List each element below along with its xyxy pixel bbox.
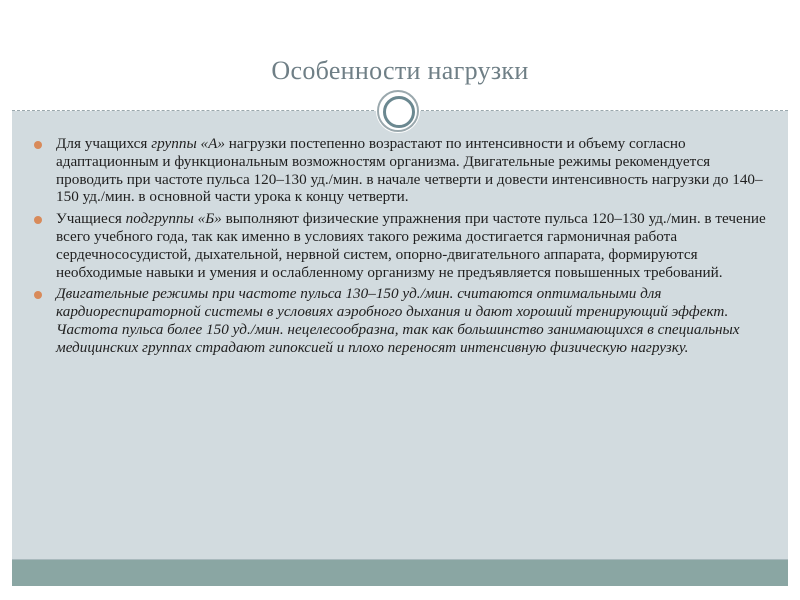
bullet-2-text-pre: Учащиеся	[56, 210, 126, 228]
bullet-dot-icon	[34, 216, 42, 224]
bullet-dot-icon	[34, 291, 42, 299]
bullet-2-text-post: выполняют физические упражнения при частоте пульса 120–130 уд./мин. в течение всего учебного года, так как именно в условиях такого режима достигается гармоничная работа сердечнососудистой, дыхательной, нервной систем, опорно-двигательного аппарата, формируются необходимые навыки и умения и ослабленному организму не предъявляется повышенных требований.	[56, 210, 766, 281]
bullet-list	[34, 135, 769, 361]
bullet-item-2	[34, 210, 769, 281]
bullet-3-text: Двигательные режимы при частоте пульса 130–150 уд./мин. считаются оптимальными для кардиореспираторной системы в условиях аэробного дыхания и дают хороший тренирующий эффект. Частота пульса более 150 уд./мин. нецелесообразна, так как большинство занимающихся в специальных медицинских группах страдают гипоксией и плохо переносят интенсивную физическую нагрузку.	[56, 285, 740, 356]
bullet-1-text-emphasis: группы «А»	[151, 135, 225, 152]
bullet-2-text-emphasis: подгруппы «Б»	[125, 210, 222, 228]
slide-title: Особенности нагрузки	[271, 56, 529, 85]
ring-ornament-icon	[376, 89, 420, 133]
bullet-item-1	[34, 135, 769, 206]
ring-inner	[383, 96, 415, 128]
footer-band	[12, 560, 788, 586]
bullet-1-text-post: нагрузки постепенно возрастают по интенсивности и объему согласно адаптационным и функциональным возможностям организма. Двигательные режимы рекомендуется проводить при частоте пульса 120–130 уд./мин. в начале четверти и довести интенсивность нагрузки до 140–150 уд./мин. в основной части урока к концу четверти.	[56, 135, 763, 206]
bullet-1-text-pre: Для учащихся	[56, 135, 152, 152]
bullet-item-3	[34, 285, 769, 356]
bullet-dot-icon	[34, 141, 42, 149]
